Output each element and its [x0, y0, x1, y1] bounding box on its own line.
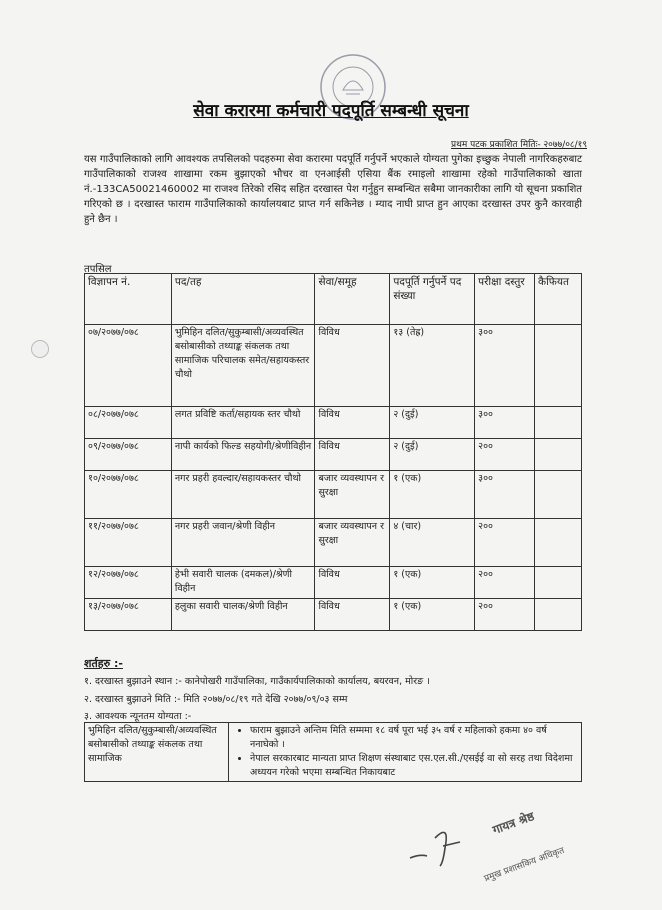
cell-ad-number: ११/२०७७/०७८ — [85, 519, 172, 567]
cell-remarks — [535, 325, 582, 407]
cell-fee: ३०० — [475, 407, 535, 439]
header-remarks: कैफियत — [535, 274, 582, 325]
cell-post: लगत प्रविष्टि कर्ता/सहायक स्तर चौथो — [171, 407, 315, 439]
header-ad-number: विज्ञापन नं. — [85, 274, 172, 325]
cell-post: हलुका सवारी चालक/श्रेणी विहीन — [171, 599, 315, 631]
cell-count: १ (एक) — [390, 471, 475, 519]
eligibility-points — [229, 723, 582, 782]
vacancy-table — [84, 273, 582, 631]
cell-ad-number: १३/२०७७/०७८ — [85, 599, 172, 631]
cell-fee: २०० — [475, 439, 535, 471]
term-item: १. दरखास्त बुझाउने स्थान :- कानेपोखरी गाउँपालिका, गाउँकार्यपालिकाको कार्यालय, बयरवन, मोरङ । — [84, 676, 430, 687]
cell-count: १ (एक) — [390, 567, 475, 599]
cell-post: भुमिहिन दलित/सुकुम्बासी/अव्यवस्थित बसोबासीको तथ्याङ्क संकलक तथा सामाजिक परिचालक समेत/सहायकस्तर चौथो — [171, 325, 315, 407]
eligibility-row — [85, 723, 582, 782]
handwritten-signature — [405, 818, 495, 868]
header-post: पद/तह — [171, 274, 315, 325]
cell-remarks — [535, 471, 582, 519]
cell-remarks — [535, 519, 582, 567]
term-item: ३. आवश्यक न्यूनतम योग्यता :- — [84, 711, 192, 722]
cell-count: १ (एक) — [390, 599, 475, 631]
cell-post: नापी कार्यको फिल्ड सहयोगी/श्रेणीविहीन — [171, 439, 315, 471]
table-label: तपसिल — [84, 264, 112, 275]
cell-service: विविध — [315, 325, 390, 407]
eligibility-point: • फाराम बुझाउने अन्तिम मिति सम्ममा १८ वर्ष पूरा भई ३५ वर्ष र महिलाको हकमा ४० वर्ष ननाघेको । — [250, 724, 578, 752]
eligibility-point: • नेपाल सरकारबाट मान्यता प्राप्त शिक्षण संस्थाबाट एस.एल.सी./एसईई वा सो सरह तथा विदेशमा अध्ययन गरेको भएमा सम्बन्धित निकायबाट — [250, 752, 578, 780]
cell-fee: ३०० — [475, 325, 535, 407]
table-row — [85, 471, 582, 519]
cell-service: बजार व्यवस्थापन र सुरक्षा — [315, 519, 390, 567]
header-fee: परीक्षा दस्तुर — [475, 274, 535, 325]
table-row — [85, 519, 582, 567]
cell-fee: २०० — [475, 567, 535, 599]
cell-post: नगर प्रहरी जवान/श्रेणी विहीन — [171, 519, 315, 567]
cell-post: हेभी सवारी चालक (दमकल)/श्रेणी विहीन — [171, 567, 315, 599]
cell-remarks — [535, 567, 582, 599]
cell-ad-number: ०९/२०७७/०७८ — [85, 439, 172, 471]
cell-ad-number: ०८/२०७७/०७८ — [85, 407, 172, 439]
table-row — [85, 439, 582, 471]
terms-heading: शर्तहरु :- — [84, 657, 123, 670]
header-count: पदपूर्ति गर्नुपर्ने पद संख्या — [390, 274, 475, 325]
header-service: सेवा/समूह — [315, 274, 390, 325]
cell-fee: २०० — [475, 519, 535, 567]
table-row — [85, 407, 582, 439]
cell-ad-number: १०/२०७७/०७८ — [85, 471, 172, 519]
punch-hole — [31, 340, 49, 358]
eligibility-post: भुमिहिन दलित/सुकुम्बासी/अव्यवस्थित बसोबासीको तथ्याङ्क संकलक तथा सामाजिक — [85, 723, 229, 782]
signatory-name: गायत्र श्रेष्ठ — [490, 809, 537, 838]
cell-ad-number: १२/२०७७/०७८ — [85, 567, 172, 599]
table-row — [85, 325, 582, 407]
table-row — [85, 599, 582, 631]
cell-fee: २०० — [475, 599, 535, 631]
cell-count: १३ (तेह्र) — [390, 325, 475, 407]
table-header-row — [85, 274, 582, 325]
term-item: २. दरखास्त बुझाउने मिति :- मिति २०७७/०८/१९ गते देखि २०७७/०९/०३ सम्म — [84, 694, 348, 705]
cell-service: विविध — [315, 439, 390, 471]
cell-remarks — [535, 439, 582, 471]
cell-count: ४ (चार) — [390, 519, 475, 567]
cell-count: २ (दुई) — [390, 439, 475, 471]
intro-paragraph: यस गाउँपालिकाको लागि आवश्यक तपसिलको पदहरुमा सेवा करारमा पदपूर्ति गर्नुपर्ने भएकाले योग्यता पुगेका इच्छुक नेपाली नागरिकहरुबाट गाउँपालिकाको राजश्व शाखामा रकम बुझाएको भौचर वा एनआईसी एसिया बैंक रमाइलो शाखामा रहेको गाउँपालिकाको खाता नं.-133CA50021460002 मा राजश्व तिरेको रसिद सहित दरखास्त पेश गर्नुहुन सम्बन्धित सबैमा जानकारीका लागि यो सूचना प्रकाशित गरिएको छ । दरखास्त फाराम गाउँपालिकाको कार्यालयबाट प्राप्त गर्न सकिनेछ । म्याद नाघी प्राप्त हुन आएका दरखास्त उपर कुनै कारवाही हुने छैन । — [84, 154, 582, 225]
notice-title: सेवा करारमा कर्मचारी पदपूर्ति सम्बन्धी सूचना — [193, 101, 469, 121]
eligibility-table — [84, 722, 582, 782]
cell-remarks — [535, 407, 582, 439]
cell-service: बजार व्यवस्थापन र सुरक्षा — [315, 471, 390, 519]
signatory-title: प्रमुख प्रशासकिय अधिकृत — [483, 845, 566, 885]
cell-ad-number: ०७/२०७७/०७८ — [85, 325, 172, 407]
table-row — [85, 567, 582, 599]
cell-count: २ (दुई) — [390, 407, 475, 439]
cell-service: विविध — [315, 599, 390, 631]
cell-fee: ३०० — [475, 471, 535, 519]
cell-service: विविध — [315, 567, 390, 599]
published-date: प्रथम पटक प्रकाशित मितिः- २०७७/०८/१९ — [451, 140, 587, 150]
cell-remarks — [535, 599, 582, 631]
cell-post: नगर प्रहरी हवल्दार/सहायकस्तर चौथो — [171, 471, 315, 519]
cell-service: विविध — [315, 407, 390, 439]
